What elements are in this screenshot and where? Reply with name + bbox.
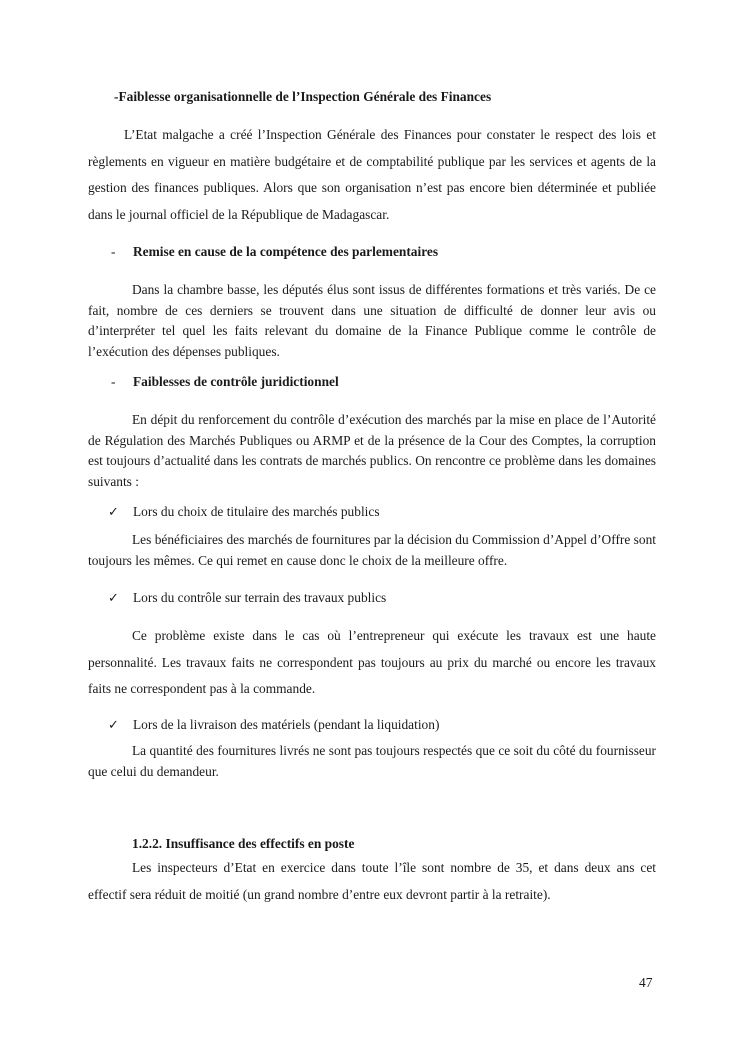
heading-insuffisance-effectifs: 1.2.2. Insuffisance des effectifs en poste bbox=[132, 836, 355, 851]
check-item-paragraph bbox=[88, 530, 656, 571]
check-item-label: Lors de la livraison des matériels (pendant la liquidation) bbox=[133, 717, 440, 732]
paragraph-faiblesse-organisationnelle bbox=[88, 122, 656, 228]
paragraph-text: Ce problème existe dans le cas où l’entrepreneur qui exécute les travaux est une haute personnalité. Les travaux faits ne correspondent pas toujours au prix du marché ou encore les travaux faits ne correspondent pas à la commande. bbox=[88, 628, 656, 696]
check-item-label: Lors du choix de titulaire des marchés publics bbox=[133, 504, 380, 519]
check-icon: ✓ bbox=[108, 718, 119, 733]
bullet-dash: - bbox=[111, 244, 116, 259]
check-item-paragraph bbox=[88, 623, 656, 703]
heading-competence-parlementaires: Remise en cause de la compétence des parlementaires bbox=[133, 244, 439, 259]
page-number: 47 bbox=[639, 975, 653, 990]
paragraph-text: Les bénéficiaires des marchés de fournitures par la décision du Commission d’Appel d’Offre sont toujours les mêmes. Ce qui remet en cause donc le choix de la meilleure offre. bbox=[88, 532, 656, 568]
paragraph-insuffisance-effectifs bbox=[88, 855, 656, 908]
paragraph-text: Les inspecteurs d’Etat en exercice dans toute l’île sont nombre de 35, et dans deux ans cet effectif sera réduit de moitié (un grand nombre d’entre eux devront partir à la retraite). bbox=[88, 860, 656, 902]
check-item-label: Lors du contrôle sur terrain des travaux publics bbox=[133, 590, 387, 605]
bullet-dash: - bbox=[111, 374, 116, 389]
check-icon: ✓ bbox=[108, 591, 119, 606]
heading-controle-juridictionnel: Faiblesses de contrôle juridictionnel bbox=[133, 374, 339, 389]
paragraph-text: La quantité des fournitures livrés ne sont pas toujours respectés que ce soit du côté du fournisseur que celui du demandeur. bbox=[88, 743, 656, 779]
check-icon: ✓ bbox=[108, 505, 119, 520]
paragraph-controle-juridictionnel bbox=[88, 410, 656, 492]
check-item-paragraph bbox=[88, 741, 656, 782]
paragraph-text: Dans la chambre basse, les députés élus sont issus de différentes formations et très variés. De ce fait, nombre de ces derniers se trouvent dans une situation de difficulté de donner leur avis ou d’interpréter tel quel les faits relevant du domaine de la Finance Publique comme le contrôle de l’exécution des dépenses publiques. bbox=[88, 282, 656, 359]
paragraph-text: L’Etat malgache a créé l’Inspection Générale des Finances pour constater le respect des lois et règlements en vigueur en matière budgétaire et de comptabilité publique par les services et agents de la gestion des finances publiques. Alors que son organisation n’est pas encore bien déterminée et publiée dans le journal officiel de la République de Madagascar. bbox=[88, 127, 656, 222]
paragraph-competence-parlementaires bbox=[88, 280, 656, 362]
paragraph-text: En dépit du renforcement du contrôle d’exécution des marchés par la mise en place de l’Autorité de Régulation des Marchés Publiques ou ARMP et de la présence de la Cour des Comptes, la corruption est toujours d’actualité dans les contrats de marchés publics. On rencontre ce problème dans les domaines suivants : bbox=[88, 412, 656, 489]
heading-faiblesse-organisationnelle: -Faiblesse organisationnelle de l’Inspection Générale des Finances bbox=[114, 89, 492, 104]
